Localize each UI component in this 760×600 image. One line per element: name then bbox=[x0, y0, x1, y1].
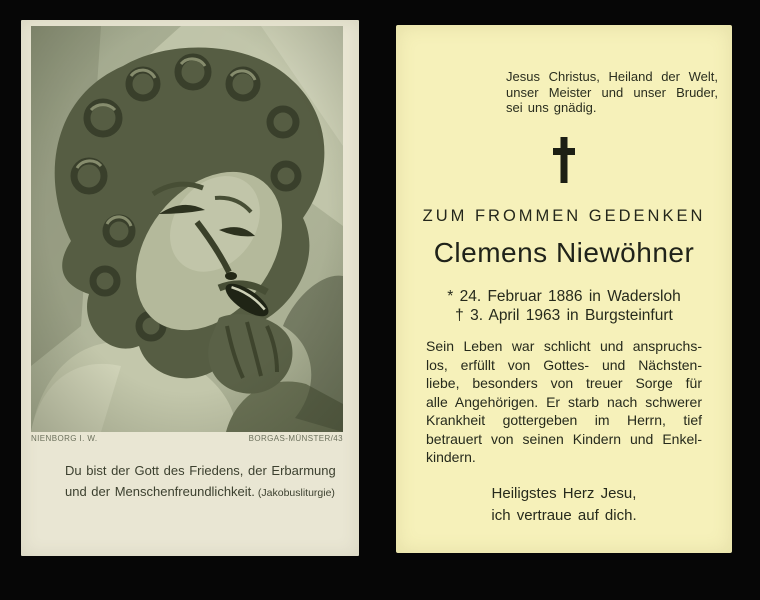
obituary-line: Krankheit gottergeben im Herrn, tief bbox=[426, 412, 702, 428]
deceased-name: Clemens Niewöhner bbox=[433, 237, 695, 268]
obituary-text bbox=[426, 337, 702, 467]
latin-cross-icon bbox=[396, 137, 732, 183]
closing-prayer bbox=[396, 483, 732, 527]
birth-date: * 24. Februar 1886 in Wadersloh bbox=[447, 288, 681, 305]
caption-source: (Jakobusliturgie) bbox=[257, 487, 335, 499]
photo-credit-right: BORGAS-MÜNSTER/43 bbox=[248, 434, 343, 443]
sculpture-photo bbox=[31, 26, 343, 432]
life-dates bbox=[396, 287, 732, 325]
obituary-line: Sein Leben war schlicht und anspruchs- bbox=[426, 338, 702, 354]
obituary-line: los, erfüllt von Gottes- und Nächsten- bbox=[426, 356, 702, 373]
caption-line-2: und der Menschenfreundlichkeit. (Jakobusliturgie) bbox=[65, 484, 335, 499]
invocation bbox=[506, 69, 718, 116]
closing-line: Heiligstes Herz Jesu, bbox=[491, 485, 637, 502]
invocation-line: sei uns gnädig. bbox=[506, 100, 597, 115]
obituary-line: kindern. bbox=[426, 449, 476, 465]
sculpture-illustration bbox=[31, 26, 343, 432]
death-date: † 3. April 1963 in Burgsteinfurt bbox=[455, 307, 673, 324]
obituary-line: alle Angehörigen. Er starb nach schwerer bbox=[426, 393, 702, 410]
closing-line: ich vertraue auf dich. bbox=[491, 507, 637, 524]
photo-credits bbox=[31, 434, 343, 443]
invocation-line: unser Meister und unser Bruder, bbox=[506, 84, 718, 100]
photo-caption bbox=[65, 460, 345, 504]
obituary-line: liebe, besonders von treuer Sorge für bbox=[426, 375, 702, 391]
photo-panel bbox=[21, 20, 359, 556]
photo-credit-left: NIENBORG I. W. bbox=[31, 434, 98, 443]
text-panel bbox=[396, 25, 732, 553]
invocation-line: Jesus Christus, Heiland der Welt, bbox=[506, 69, 718, 84]
caption-line-1: Du bist der Gott des Friedens, der Erbarmung bbox=[65, 463, 336, 478]
obituary-line: betrauert von seinen Kindern und Enkel- bbox=[426, 430, 702, 447]
memorial-heading: ZUM FROMMEN GEDENKEN bbox=[422, 207, 706, 225]
